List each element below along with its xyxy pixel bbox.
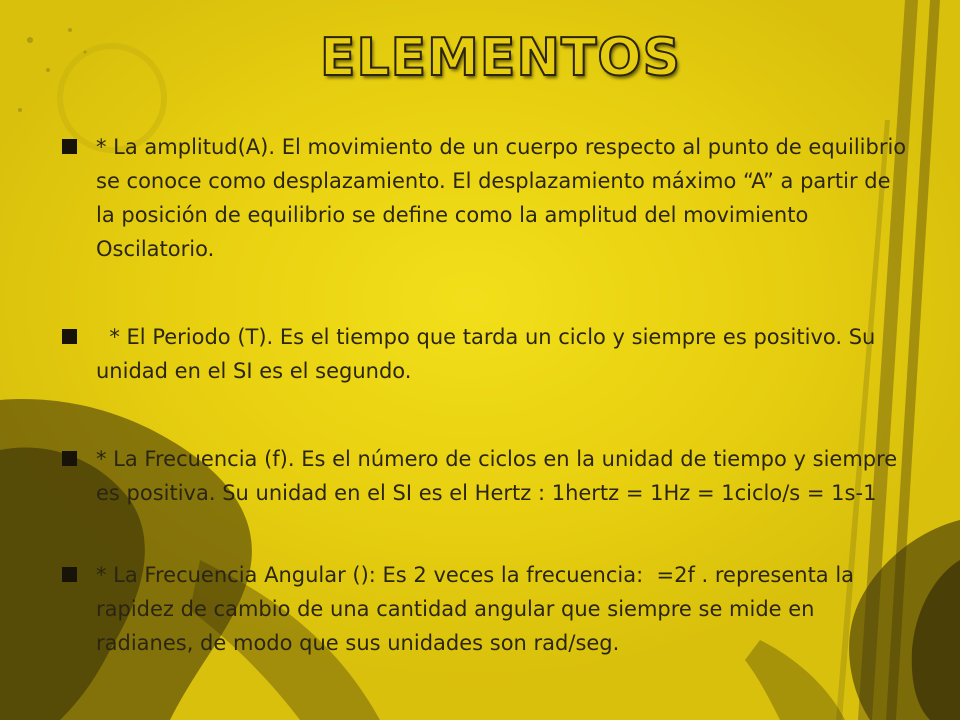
bullet-item (62, 442, 912, 510)
bullet-text: * La Frecuencia (f). Es el número de ciclos en la unidad de tiempo y siempre es positiva. Su unidad en el SI es el Hertz : 1hertz = 1Hz = 1ciclo/s = 1s-1 (96, 447, 904, 505)
square-bullet-icon (62, 329, 77, 344)
square-bullet-icon (62, 451, 77, 466)
square-bullet-icon (62, 567, 77, 582)
bullet-list (62, 130, 912, 660)
bullet-text: * El Periodo (T). Es el tiempo que tarda un ciclo y siempre es positivo. Su unidad en el SI es el segundo. (96, 325, 883, 383)
square-bullet-icon (62, 139, 77, 154)
bullet-item (62, 320, 912, 388)
bullet-item (62, 558, 912, 660)
slide-title: ELEMENTOS (320, 28, 682, 88)
bullet-text: * La Frecuencia Angular (): Es 2 veces la frecuencia: =2f . representa la rapidez de cambio de una cantidad angular que siempre se mide en radianes, de modo que sus unidades son rad/seg. (96, 563, 861, 655)
bullet-text: * La amplitud(A). El movimiento de un cuerpo respecto al punto de equilibrio se conoce como desplazamiento. El desplazamiento máximo “A” a partir de la posición de equilibrio se define como la amplitud del movimiento Oscilatorio. (96, 135, 913, 261)
ink-speckles (18, 28, 87, 112)
bullet-item (62, 130, 912, 266)
